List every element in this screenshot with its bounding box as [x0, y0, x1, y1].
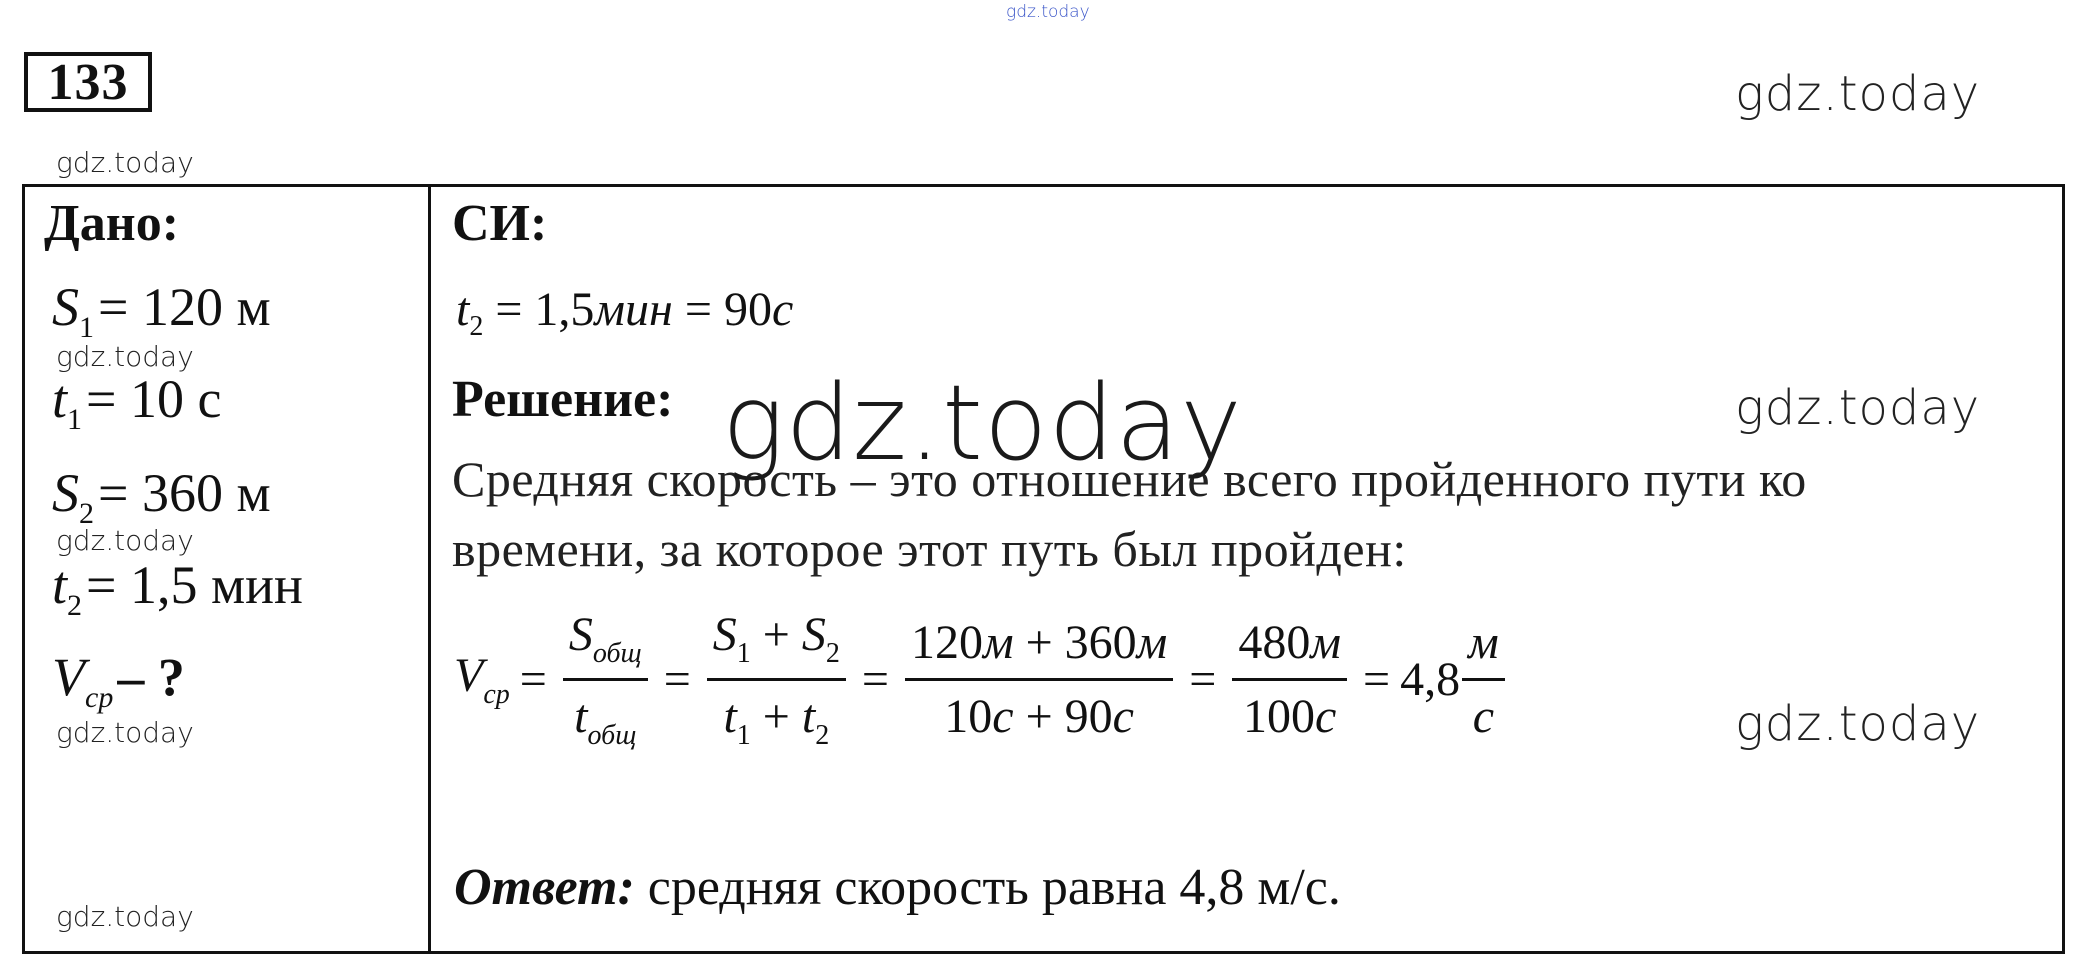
watermark: gdz.today: [56, 524, 194, 557]
speed-formula: $V_{ср}$ = $\frac{S_{общ}}{t_{общ}}$ = $\frac{S_1 + S_2}{t_1 + t_2}$ = $\frac{120м + 360м}{10с + 90с}$ = $\frac{480м}{100с}$ = 4,8 $\frac{м}{с}$: [454, 604, 1511, 754]
watermark: gdz.today: [56, 146, 194, 179]
fraction-unit: $\frac{м}{с}$: [1462, 615, 1505, 744]
given-t1: $t_1= 10$ с: [52, 369, 222, 436]
given-s2: $S_2= 360$ м: [52, 463, 271, 530]
formula-lhs: $V_{ср}$: [454, 648, 510, 710]
answer-label: Ответ:: [454, 859, 635, 916]
solution-text-line1: Средняя скорость – это отношение всего пройденного пути ко: [452, 451, 1807, 507]
fraction-sum: $\frac{S_1 + S_2}{t_1 + t_2}$: [707, 607, 846, 752]
given-find: $V_{ср}-$ ?: [52, 647, 185, 714]
watermark: gdz.today: [56, 716, 194, 749]
watermark: gdz.today: [56, 340, 194, 373]
given-s1: $S_1= 120$ м: [52, 277, 271, 344]
watermark: gdz.today: [1735, 380, 1981, 436]
formula-result: 4,8: [1400, 652, 1461, 706]
answer: [454, 858, 1341, 917]
solution-text-line2: времени, за которое этот путь был пройден:: [452, 521, 1407, 577]
given-t2: $t_2= 1,5$ мин: [52, 555, 303, 622]
watermark-top: gdz.today: [1006, 2, 1090, 22]
watermark: gdz.today: [1735, 696, 1981, 752]
column-divider: [428, 186, 431, 952]
si-heading: СИ:: [452, 195, 548, 252]
given-heading: Дано:: [44, 195, 180, 252]
fraction-values: $\frac{120м + 360м}{10с + 90с}$: [905, 615, 1173, 744]
solution-heading: Решение:: [452, 371, 674, 428]
watermark: gdz.today: [1735, 66, 1981, 122]
watermark-large: gdz.today: [722, 362, 1243, 484]
answer-text: средняя скорость равна 4,8 м/с.: [634, 859, 1341, 916]
fraction-total: $\frac{S_{общ}}{t_{общ}}$: [563, 607, 648, 752]
fraction-totals: $\frac{480м}{100с}$: [1232, 615, 1347, 744]
problem-number: 133: [24, 52, 152, 112]
watermark: gdz.today: [56, 900, 194, 933]
si-conversion: $t_2 = 1,5мин = 90с$: [456, 283, 794, 342]
